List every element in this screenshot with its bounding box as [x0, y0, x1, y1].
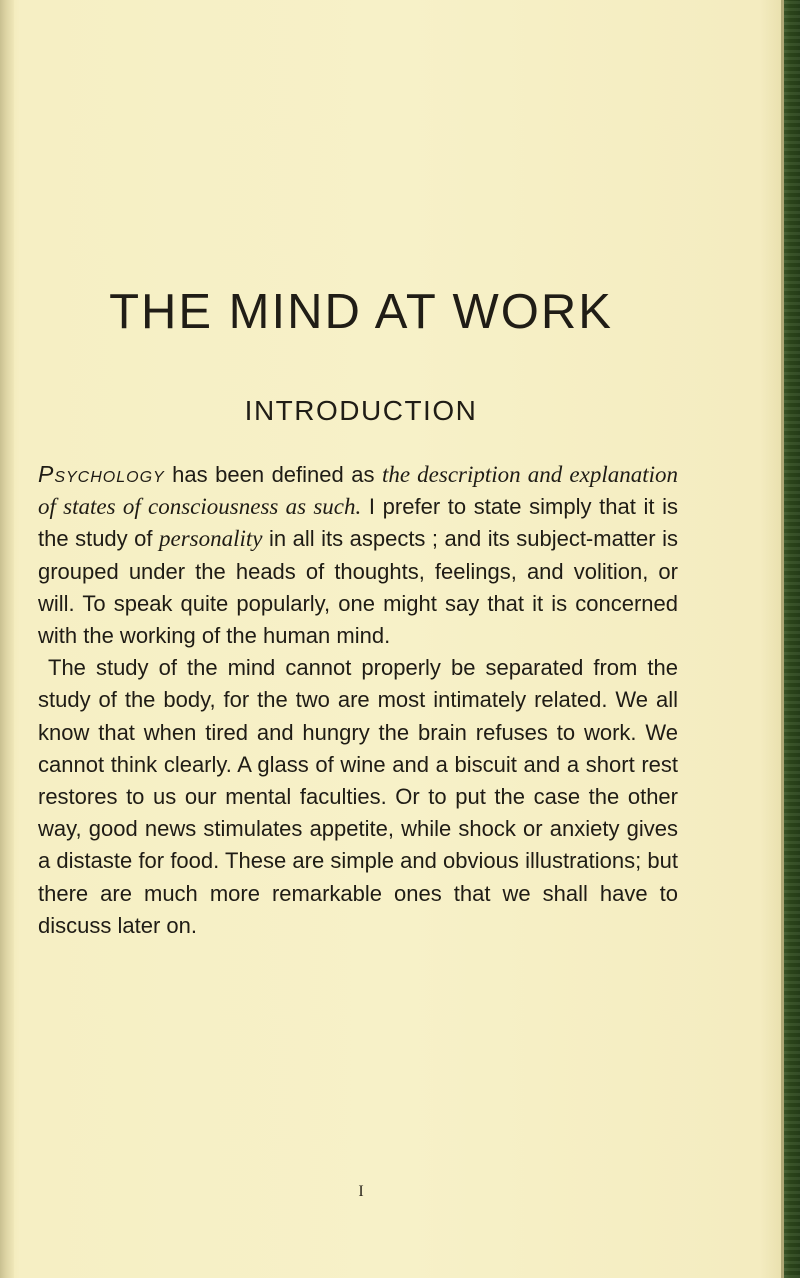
- paragraph-2: The study of the mind cannot properly be separated from the study of the body, for the two are most intimately related. We all know that when tired and hungry the brain refuses to work. We cannot think clearly. A glass of wine and a biscuit and a short rest restores to us our mental faculties. Or to put the case the other way, good news stimulates appetite, while shock or anxiety gives a distaste for food. These are simple and obvious illustrations; but there are much more remarkable ones that we shall have to discuss later on.: [38, 655, 678, 938]
- paragraph-1: [38, 458, 678, 652]
- lead-word: Psychology: [38, 461, 165, 487]
- page-number: I: [358, 1183, 364, 1200]
- personality-italic: personality: [159, 526, 263, 552]
- paragraph-1-text-b: I prefer to state simply that it is the study of: [38, 494, 678, 552]
- book-cover-edge: [784, 0, 800, 1278]
- body-text: [38, 458, 678, 942]
- paragraph-1-text-c: in all its aspects ; and its subject-matter is grouped under the heads of thoughts, feelings, and volition, or will. To speak quite popularly, one might say that it is concerned with the working of the human mind.: [38, 526, 678, 649]
- chapter-heading: INTRODUCTION: [244, 395, 478, 426]
- book-title: THE MIND AT WORK: [109, 285, 613, 339]
- page-gutter-shadow: [0, 0, 14, 1278]
- definition-italic: the description and explanation of states of consciousness as such.: [38, 462, 678, 520]
- paragraph-1-text-a: has been defined as: [164, 462, 382, 487]
